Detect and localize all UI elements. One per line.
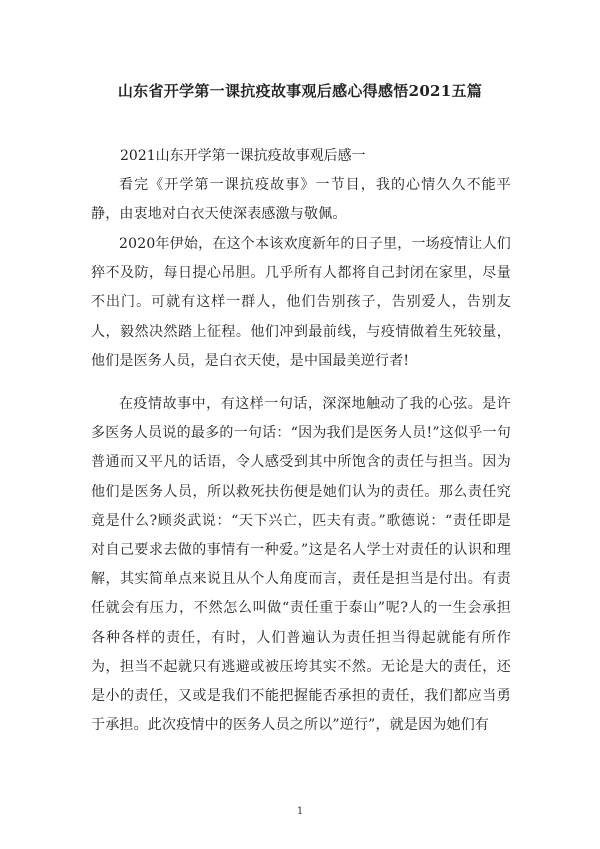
section-subtitle: 2021山东开学第一课抗疫故事观后感一: [120, 148, 366, 164]
paragraph: 2020年伊始，在这个本该欢度新年的日子里，一场疫情让人们猝不及防，每日提心吊胆。几乎所有人都将自己封闭在家里，尽量不出门。可就有这样一群人，他们告别孩子，告别爱人，告别友人，毅然决然踏上征程。他们冲到最前线，与疫情做着生死较量，他们是医务人员，是白衣天使，是中国最美逆行者!: [91, 236, 511, 369]
page-number: 1: [296, 806, 304, 817]
document-title: 山东省开学第一课抗疫故事观后感心得感悟2021五篇: [117, 82, 483, 100]
paragraph: 看完《开学第一课抗疫故事》一节目，我的心情久久不能平静，由衷地对白衣天使深表感激与敬佩。: [91, 177, 511, 223]
paragraph: 在疫情故事中，有这样一句话，深深地触动了我的心弦。是许多医务人员说的最多的一句话：“因为我们是医务人员!”这似乎一句普通而又平凡的话语，令人感受到其中所饱含的责任与担当。因为他们是医务人员，所以救死扶伤便是她们认为的责任。那么责任究竟是什么?顾炎武说：“天下兴亡，匹夫有责。”歌德说：“责任即是对自己要求去做的事情有一种爱。”这是名人学士对责任的认识和理解，其实简单点来说且从个人角度而言，责任是担当是付出。有责任就会有压力，不然怎么叫做“责任重于泰山”呢?人的一生会承担各种各样的责任，有时，人们普遍认为责任担当得起就能有所作为，担当不起就只有逃避或被压垮其实不然。无论是大的责任，还是小的责任，又或是我们不能把握能否承担的责任，我们都应当勇于承担。此次疫情中的医务人员之所以”逆行”，就是因为她们有: [91, 396, 511, 734]
